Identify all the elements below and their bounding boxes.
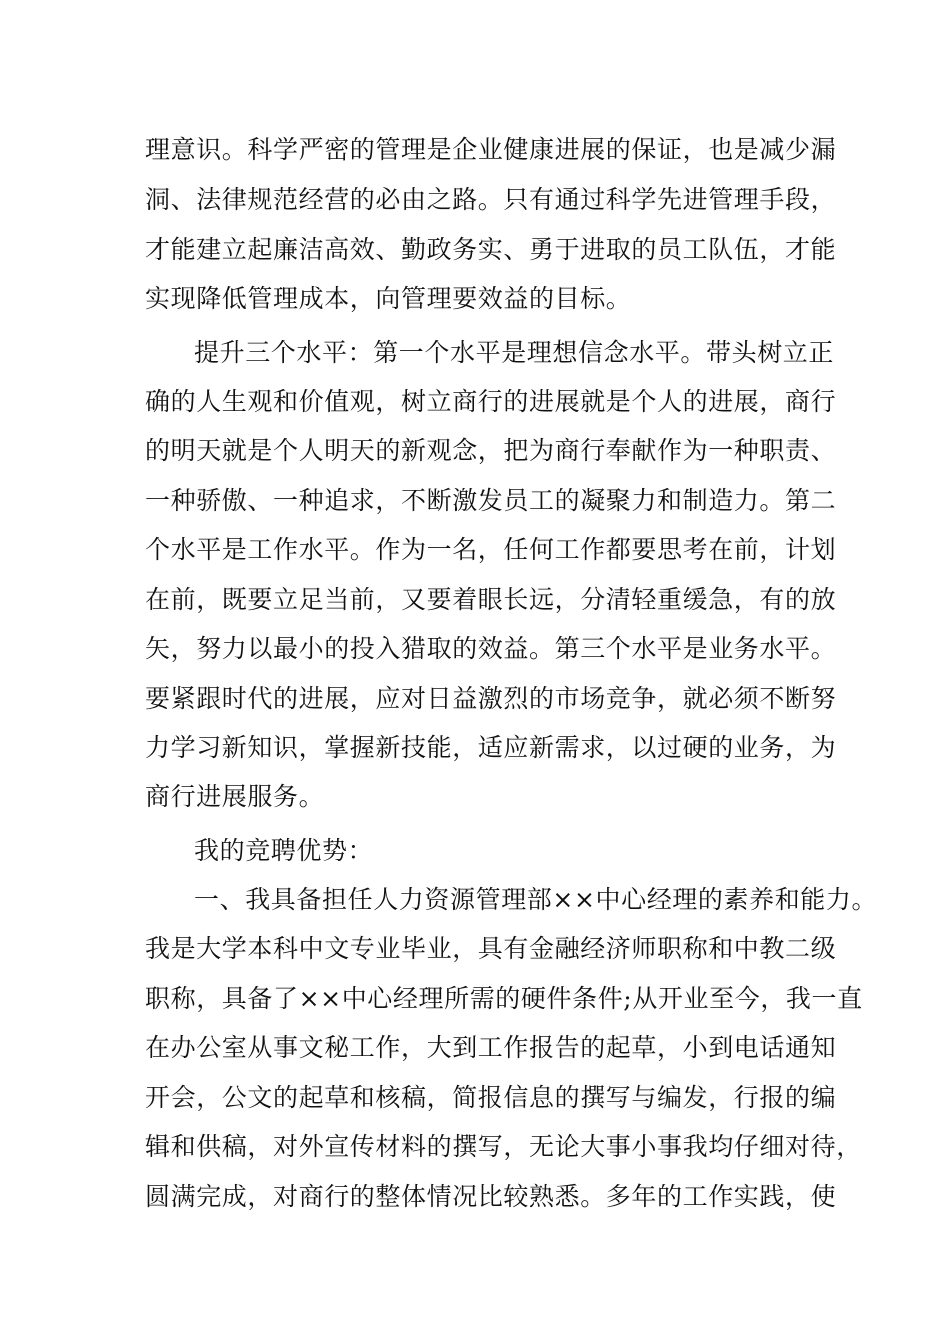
text-line: 矢，努力以最小的投入猎取的效益。第三个水平是业务水平。 — [145, 634, 837, 663]
text-line: 的明天就是个人明天的新观念，把为商行奉献作为一种职责、 — [145, 436, 837, 465]
paragraph-first-line: 提升三个水平：第一个水平是理想信念水平。带头树立正 — [194, 338, 835, 367]
text-line: 个水平是工作水平。作为一名，任何工作都要思考在前，计划 — [145, 535, 837, 564]
text-line: 辑和供稿，对外宣传材料的撰写，无论大事小事我均仔细对待， — [145, 1132, 862, 1161]
text-line: 要紧跟时代的进展，应对日益激烈的市场竞争，就必须不断努 — [145, 684, 837, 713]
text-line: 洞、法律规范经营的必由之路。只有通过科学先进管理手段， — [145, 185, 837, 214]
text-line: 在办公室从事文秘工作，大到工作报告的起草，小到电话通知 — [145, 1033, 837, 1062]
text-line: 开会，公文的起草和核稿，简报信息的撰写与编发，行报的编 — [145, 1083, 837, 1112]
text-line: 圆满完成，对商行的整体情况比较熟悉。多年的工作实践，使 — [145, 1182, 837, 1211]
text-line: 确的人生观和价值观，树立商行的进展就是个人的进展，商行 — [145, 387, 837, 416]
text-line: 职称，具备了××中心经理所需的硬件条件;从开业至今，我一直 — [145, 984, 863, 1013]
text-line: 一种骄傲、一种追求，不断激发员工的凝聚力和制造力。第二 — [145, 486, 837, 515]
text-line: 才能建立起廉洁高效、勤政务实、勇于进取的员工队伍，才能 — [145, 235, 837, 264]
text-line: 我是大学本科中文专业毕业，具有金融经济师职称和中教二级 — [145, 934, 837, 963]
text-line: 实现降低管理成本，向管理要效益的目标。 — [145, 284, 632, 313]
paragraph-first-line: 一、我具备担任人力资源管理部××中心经理的素养和能力。 — [194, 885, 878, 914]
text-line: 商行进展服务。 — [145, 782, 325, 811]
text-line: 力学习新知识，掌握新技能，适应新需求，以过硬的业务，为 — [145, 733, 837, 762]
text-line: 在前，既要立足当前，又要着眼长远，分清轻重缓急，有的放 — [145, 585, 837, 614]
text-line: 理意识。科学严密的管理是企业健康进展的保证，也是减少漏 — [145, 135, 837, 164]
section-heading: 我的竞聘优势： — [194, 836, 374, 865]
